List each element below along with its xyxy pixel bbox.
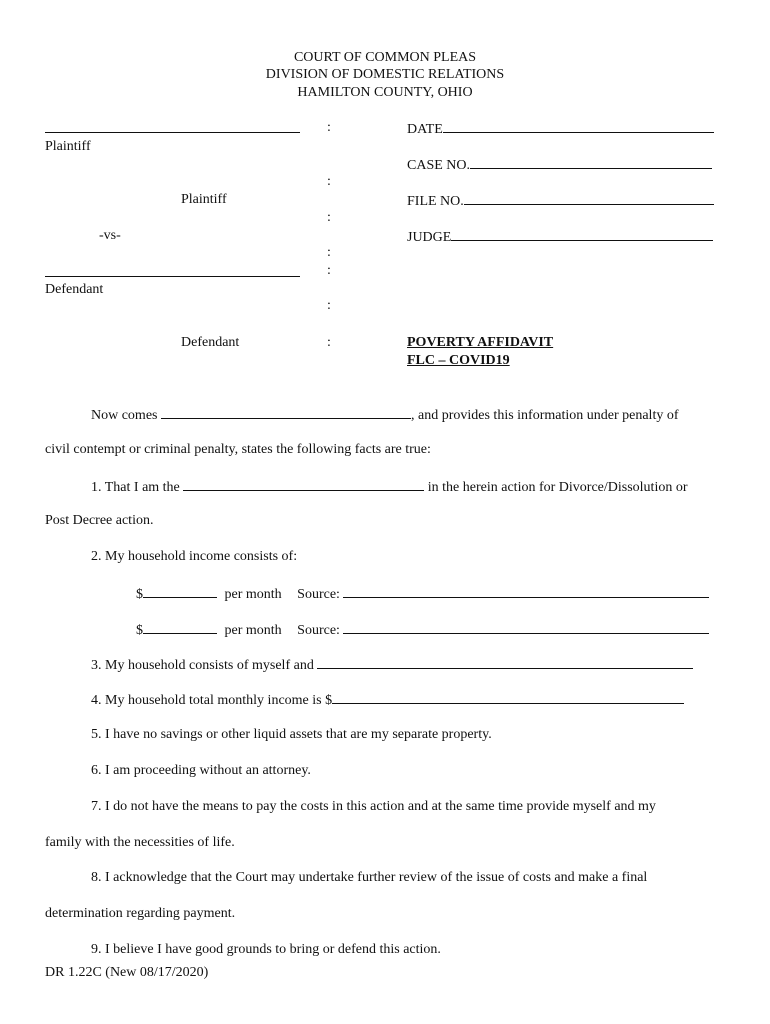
income-source-line-2[interactable] bbox=[343, 622, 709, 634]
caption-colon: : bbox=[327, 210, 331, 225]
item-5: 5. I have no savings or other liquid assets that are my separate property. bbox=[91, 727, 492, 742]
case-number-label: CASE NO. bbox=[407, 158, 471, 173]
intro-end: , and provides this information under penalty of bbox=[411, 408, 679, 423]
item-3-text: 3. My household consists of myself and bbox=[91, 658, 314, 673]
item-1-end: in the herein action for Divorce/Dissolution or bbox=[427, 480, 688, 495]
source-label: Source: bbox=[297, 623, 340, 638]
intro-line-2: civil contempt or criminal penalty, states the following facts are true: bbox=[45, 442, 431, 457]
item-3 bbox=[91, 657, 693, 673]
caption-colon: : bbox=[327, 174, 331, 189]
item-7-line-2: family with the necessities of life. bbox=[45, 835, 235, 850]
judge-input-line[interactable] bbox=[451, 229, 713, 241]
file-number-field bbox=[407, 193, 714, 209]
date-label: DATE bbox=[407, 122, 443, 137]
caption-colon: : bbox=[327, 335, 331, 350]
income-source-line-1[interactable] bbox=[343, 586, 709, 598]
case-number-input-line[interactable] bbox=[470, 157, 712, 169]
caption-colon: : bbox=[327, 298, 331, 313]
item-1-line-2: Post Decree action. bbox=[45, 513, 154, 528]
judge-field bbox=[407, 229, 713, 245]
item-4-text: 4. My household total monthly income is $ bbox=[91, 693, 333, 708]
item-6: 6. I am proceeding without an attorney. bbox=[91, 763, 311, 778]
per-month-label: per month bbox=[224, 623, 282, 638]
form-id: DR 1.22C (New 08/17/2020) bbox=[45, 965, 209, 980]
judge-label: JUDGE bbox=[407, 230, 452, 245]
item-8-line-2: determination regarding payment. bbox=[45, 906, 236, 921]
item-8: 8. I acknowledge that the Court may undertake further review of the issue of costs and make a final bbox=[91, 870, 648, 885]
date-input-line[interactable] bbox=[443, 121, 714, 133]
income-amount-line-2[interactable] bbox=[143, 622, 217, 634]
intro-start: Now comes bbox=[91, 408, 158, 423]
item-9: 9. I believe I have good grounds to bring or defend this action. bbox=[91, 942, 441, 957]
dollar-sign: $ bbox=[136, 587, 143, 602]
income-amount-line-1[interactable] bbox=[143, 586, 217, 598]
item-1 bbox=[91, 479, 688, 495]
item-4 bbox=[91, 692, 684, 708]
division-name: DIVISION OF DOMESTIC RELATIONS bbox=[265, 67, 505, 82]
source-label: Source: bbox=[297, 587, 340, 602]
plaintiff-label: Plaintiff bbox=[45, 139, 91, 154]
item-1-start: 1. That I am the bbox=[91, 480, 180, 495]
file-number-label: FILE NO. bbox=[407, 194, 464, 209]
household-members-line[interactable] bbox=[317, 657, 693, 669]
total-income-line[interactable] bbox=[332, 692, 684, 704]
intro-line bbox=[91, 407, 679, 423]
caption-colon: : bbox=[327, 120, 331, 135]
per-month-label: per month bbox=[224, 587, 282, 602]
income-row-1 bbox=[136, 586, 709, 602]
party-role-line[interactable] bbox=[183, 479, 424, 491]
caption-colon: : bbox=[327, 263, 331, 278]
document-title: POVERTY AFFIDAVIT bbox=[407, 335, 554, 350]
dollar-sign: $ bbox=[136, 623, 143, 638]
item-2: 2. My household income consists of: bbox=[91, 549, 298, 564]
plaintiff-name-line[interactable] bbox=[45, 132, 300, 133]
versus-label: -vs- bbox=[99, 228, 121, 243]
caption-colon: : bbox=[327, 245, 331, 260]
defendant-role-label: Defendant bbox=[181, 335, 240, 350]
case-number-field bbox=[407, 157, 712, 173]
court-name: COURT OF COMMON PLEAS bbox=[293, 50, 477, 65]
defendant-name-line[interactable] bbox=[45, 276, 300, 277]
document-subtitle: FLC – COVID19 bbox=[407, 353, 510, 368]
date-field bbox=[407, 121, 714, 137]
county-name: HAMILTON COUNTY, OHIO bbox=[297, 85, 473, 100]
income-row-2 bbox=[136, 622, 709, 638]
affiant-name-line[interactable] bbox=[161, 407, 411, 419]
plaintiff-role-label: Plaintiff bbox=[181, 192, 227, 207]
defendant-label: Defendant bbox=[45, 282, 104, 297]
item-7: 7. I do not have the means to pay the costs in this action and at the same time provide myself and my bbox=[91, 799, 656, 814]
file-number-input-line[interactable] bbox=[464, 193, 714, 205]
